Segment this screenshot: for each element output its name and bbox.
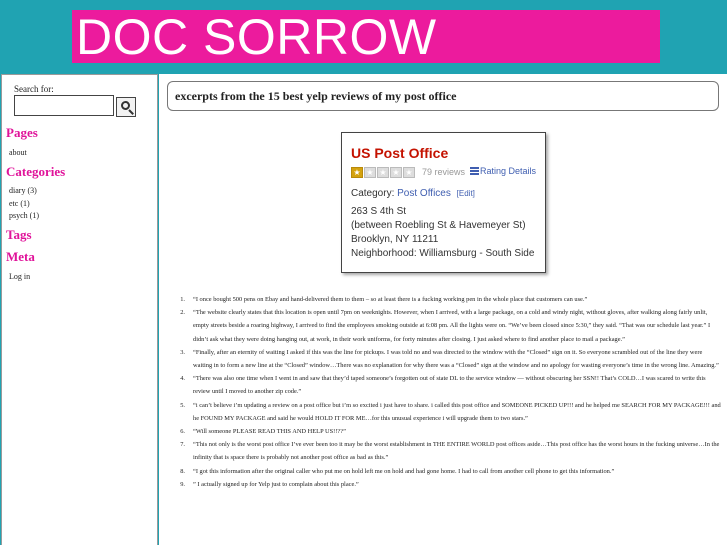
review-text: “I once bought 500 pens on Ebay and hand-delivered them to them – so at least there is a fucking working pen in the whole place that customers can use.”: [193, 296, 588, 303]
star-icon: ★: [364, 167, 376, 178]
review-excerpt: [176, 465, 722, 478]
category-link-diary[interactable]: diary (3): [9, 186, 37, 195]
review-excerpt: [176, 372, 722, 398]
widget-title-tags: Tags: [6, 227, 32, 242]
search-button[interactable]: [116, 97, 136, 117]
review-excerpt: [176, 306, 722, 346]
review-number: 7.: [180, 441, 185, 449]
widget-title-categories: Categories: [6, 164, 66, 179]
star-icon: ★: [351, 167, 363, 178]
review-text: “There was also one time when I went in and saw that they’d taped someone’s forgotten out of state DL to the service window — without obscuring her SSN!! That’s COLD…I was scared to write this review until I moved to another zip code.”: [193, 375, 706, 396]
review-excerpt: [176, 346, 722, 372]
meta-link-login[interactable]: Log in: [9, 272, 31, 281]
category-link-psych[interactable]: psych (1): [9, 211, 39, 220]
category-line: [351, 188, 475, 199]
address-line: Brooklyn, NY 11211: [351, 234, 439, 245]
category-link-etc[interactable]: etc (1): [9, 199, 30, 208]
address-line: (between Roebling St & Havemeyer St): [351, 220, 526, 231]
post-title[interactable]: excerpts from the 15 best yelp reviews of my post office: [175, 89, 457, 103]
category-label: Category:: [351, 188, 395, 199]
rating-chart-icon: [470, 167, 479, 175]
review-number: 4.: [180, 375, 185, 383]
review-excerpts-list: [176, 293, 722, 491]
review-text: “This not only is the worst post office I’ve ever been too it may be the worst establishment in THE ENTIRE WORLD post offices aside…This post office has the worst hours in the fucking universe…In the infinity that is space there is probably not another post office as bad as this.”: [193, 441, 720, 462]
main-content: [159, 74, 727, 545]
review-excerpt: [176, 425, 722, 438]
category-value-link[interactable]: Post Offices: [397, 188, 451, 199]
star-rating: [351, 167, 416, 178]
review-text: “Will someone PLEASE READ THIS AND HELP US!!??”: [193, 428, 346, 436]
review-text: “Finally, after an eternity of waiting I asked if this was the line for pickups. I was told no and was directed to the window with the “Closed” sign on it. So everyone scrambled out of the line they were waiting in to form a new line at the “Closed” window…There was no explanation for why there was a “Closed” sign at the window and no apology for wasting everyone’s time in the wrong line. Amazing.”: [193, 348, 719, 370]
rating-details-label: Rating Details: [480, 166, 537, 176]
post-title-box: [167, 81, 719, 111]
review-excerpt: [176, 399, 722, 425]
review-text: “The website clearly states that this location is open until 7pm on weeknights. However, when I arrived, with a large package, on a cold and windy night, without gloves, after walking along fairly unlit, empty streets beside a roaring highway, I arrived to find the employees smoking outside at 6:08 pm. All the lights were on. “We’ve been closed since 5:30,” they said. “That was our schedule last year.” I didn’t ask what they were doing hanging out, at work, in their work uniforms, for forty minutes after closing. I just asked where to find another place to mail a package.”: [193, 309, 711, 343]
review-text: ” I actually signed up for Yelp just to complain about this place.”: [193, 480, 359, 488]
review-excerpt: [176, 478, 722, 491]
sidebar: [1, 74, 158, 545]
star-icon: ★: [403, 167, 415, 178]
review-count[interactable]: 79 reviews: [422, 167, 466, 177]
review-number: 2.: [180, 309, 185, 317]
star-icon: ★: [377, 167, 389, 178]
pages-link-about[interactable]: about: [9, 148, 27, 157]
review-excerpt: [176, 293, 722, 306]
widget-title-meta: Meta: [6, 249, 35, 264]
address-line: Neighborhood: Williamsburg - South Side: [351, 248, 535, 259]
review-number: 9.: [180, 480, 185, 488]
review-number: 6.: [180, 428, 185, 436]
review-number: 5.: [180, 401, 185, 409]
search-input[interactable]: [14, 95, 114, 116]
review-number: 8.: [180, 467, 185, 475]
yelp-business-card: [341, 132, 546, 273]
rating-details-link[interactable]: [470, 166, 536, 176]
address-line: 263 S 4th St: [351, 206, 407, 217]
review-text: “I got this information after the original caller who put me on hold left me on hold and had gone home. I had to call from another cell phone to get this information.”: [193, 467, 615, 475]
star-icon: ★: [390, 167, 402, 178]
business-name-link[interactable]: US Post Office: [351, 145, 449, 161]
review-number: 1.: [180, 296, 185, 303]
review-number: 3.: [180, 348, 185, 356]
edit-category-link[interactable]: [Edit]: [456, 189, 475, 198]
review-excerpt: [176, 438, 722, 464]
site-title[interactable]: DOC SORROW: [76, 9, 437, 65]
search-label: Search for:: [14, 84, 54, 94]
review-text: “i can’t believe i’m updating a review on a post office but i’m so excited i just have to share. i called this post office and SOMEONE PICKED UP!!! and he helped me SEARCH FOR MY PACKAGE!!! and he FOUND MY PACKAGE and said he would HOLD IT FOR ME…for this unusual experience i will upgrade them to two stars.”: [193, 401, 721, 422]
widget-title-pages: Pages: [6, 125, 38, 140]
